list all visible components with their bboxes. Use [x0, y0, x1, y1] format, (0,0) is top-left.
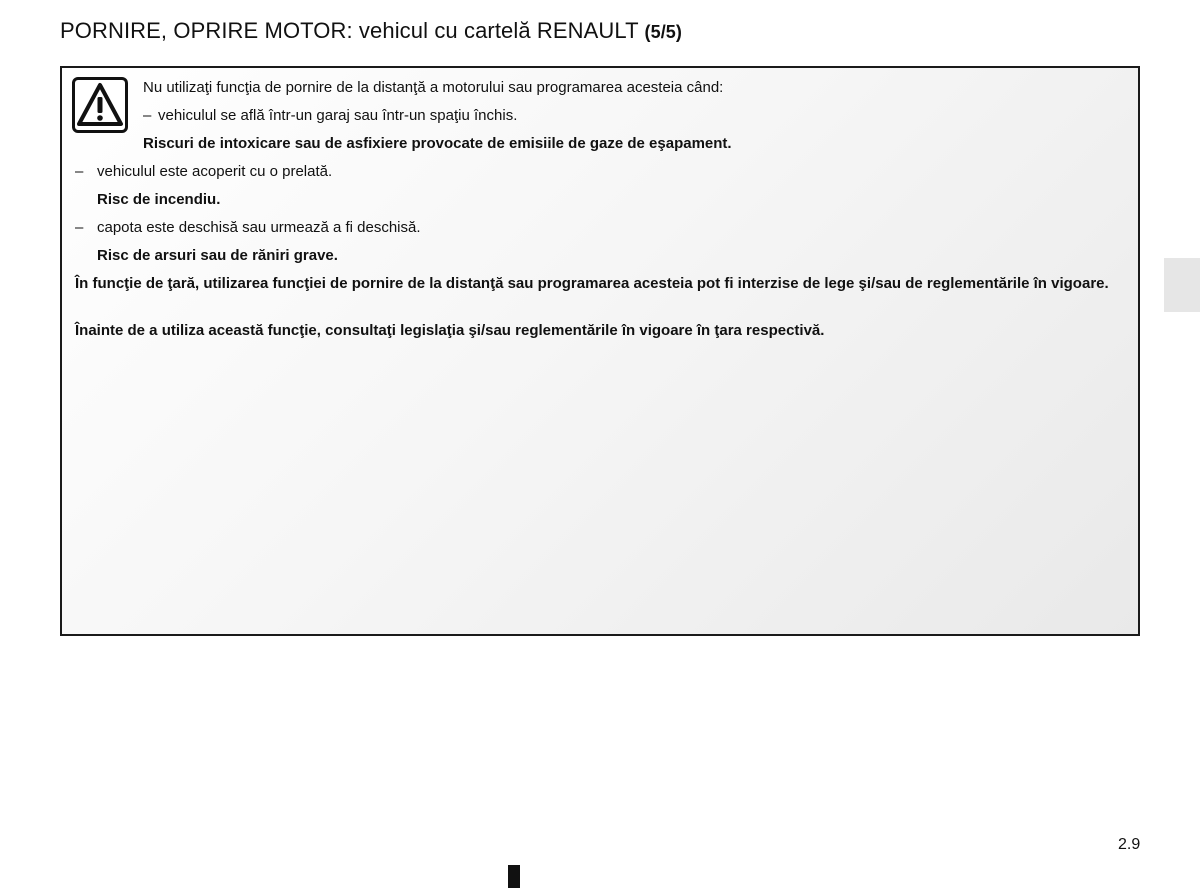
list-item-text: vehiculul este acoperit cu o prelată.	[97, 163, 333, 180]
section-tab-marker	[1164, 258, 1200, 312]
list-item-text: capota este deschisă sau urmează a fi deschisă.	[97, 219, 421, 236]
warning-box	[60, 66, 1140, 636]
list-item-dash: –	[75, 219, 84, 236]
warning-triangle-icon	[72, 77, 128, 133]
page-title	[60, 18, 682, 44]
list-item-text: vehiculul se află într-un garaj sau într-un spaţiu închis.	[158, 107, 518, 124]
risk-text: Risc de incendiu.	[97, 191, 221, 208]
risk-text: Riscuri de intoxicare sau de asfixiere provocate de emisiile de gaze de eşapament.	[143, 135, 732, 152]
list-item-dash: –	[75, 163, 84, 180]
page-number: 2.9	[1118, 836, 1141, 853]
law-note: În funcţie de ţară, utilizarea funcţiei de pornire de la distanţă sau programarea acesteia pot fi interzise de lege şi/sau de reglementările în vigoare.	[75, 275, 1109, 292]
page-title-main: PORNIRE, OPRIRE MOTOR: vehicul cu cartelă RENAULT	[60, 18, 639, 43]
warning-intro: Nu utilizaţi funcţia de pornire de la distanţă a motorului sau programarea acesteia când:	[143, 79, 724, 96]
risk-text: Risc de arsuri sau de răniri grave.	[97, 247, 338, 264]
list-item-dash: –	[143, 107, 152, 124]
bottom-crop-mark	[508, 865, 520, 888]
consult-note: Înainte de a utiliza această funcţie, consultaţi legislaţia şi/sau reglementările în vigoare în ţara respectivă.	[75, 322, 825, 339]
page-title-suffix: (5/5)	[644, 22, 682, 42]
